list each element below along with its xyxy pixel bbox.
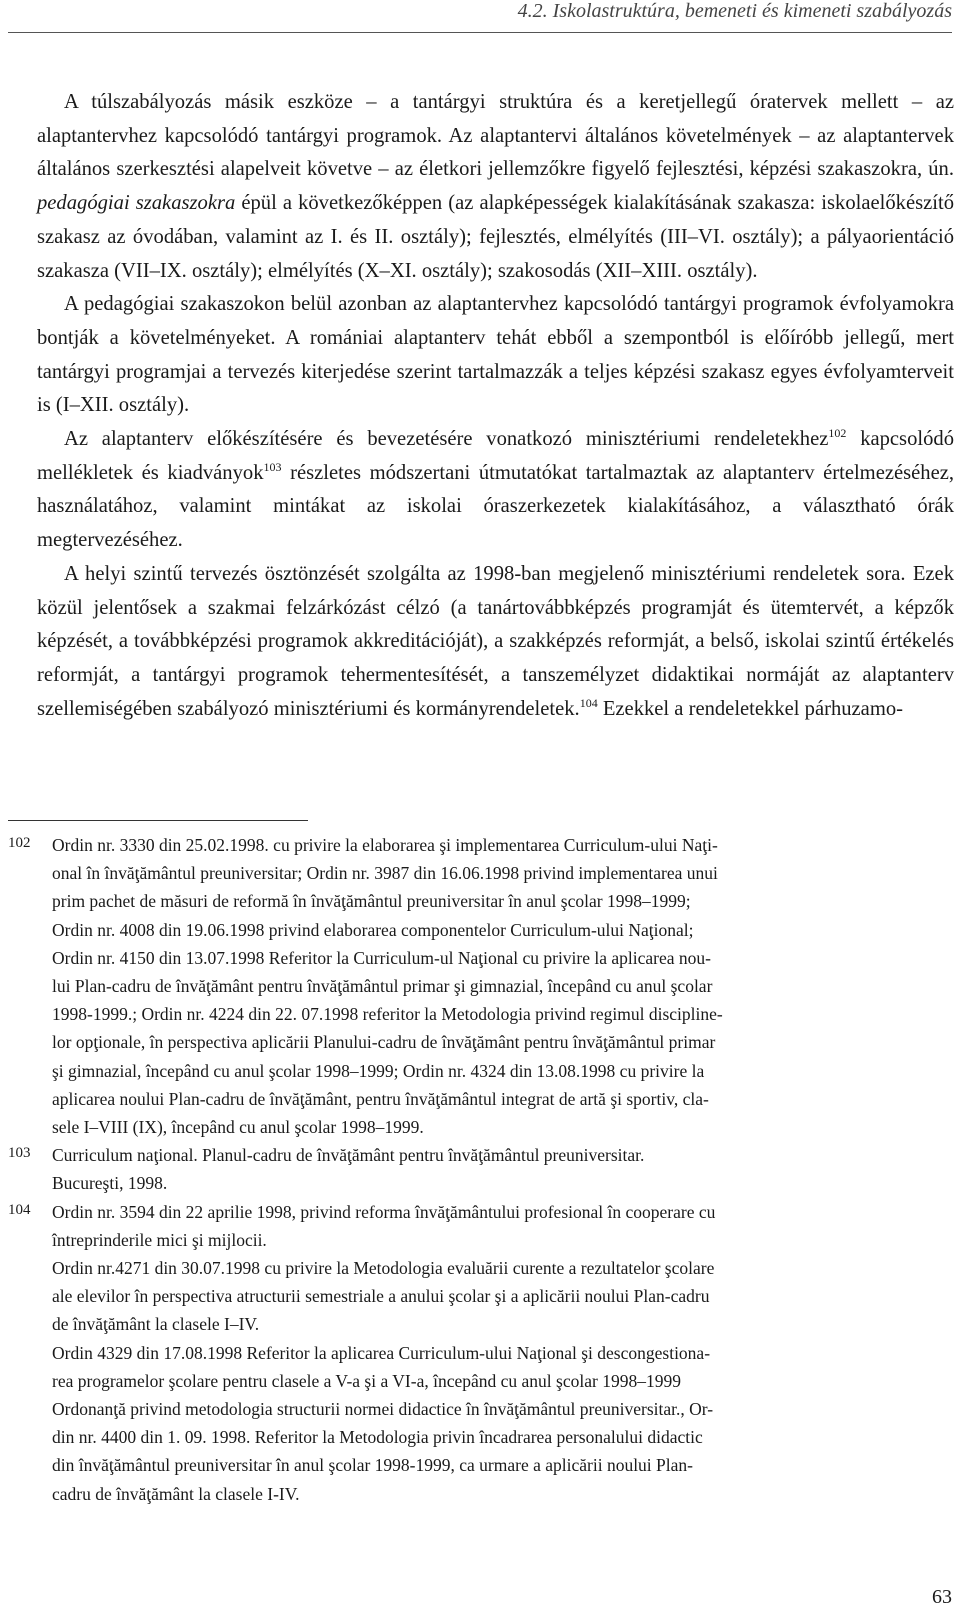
footnotes bbox=[8, 831, 954, 1508]
paragraph-4 bbox=[37, 558, 954, 727]
footnote-line: lor opţionale, în perspectiva aplicării Planului-cadru de învăţământ pentru învăţământul primar bbox=[52, 1032, 716, 1053]
footnote-separator bbox=[8, 820, 308, 821]
header-rule bbox=[8, 32, 952, 33]
footnote-number: 103 bbox=[8, 1145, 31, 1162]
footnote-number: 102 bbox=[8, 835, 31, 851]
paragraph-1-text-a: A túlszabályozás másik eszköze – a tantárgyi struktúra és a keretjellegű óratervek mellett – az alaptantervhez kapcsolódó tantárgyi programok. Az alaptantervi általános követelmények – az alaptantervek általános szerkesztési alapelveit követve – az életkori jellemzőkre figyelő fejlesztési, képzési szakaszokra, ún. bbox=[37, 91, 954, 181]
paragraph-1 bbox=[37, 86, 954, 288]
footnote-line: Curriculum naţional. Planul-cadru de învăţământ pentru învăţământul preuniversitar. bbox=[52, 1145, 645, 1166]
footnote-ref-102[interactable]: 102 bbox=[828, 426, 847, 441]
footnote-line: de învăţământ la clasele I–IV. bbox=[52, 1314, 260, 1335]
footnote-line: Bucureşti, 1998. bbox=[52, 1173, 168, 1194]
paragraph-1-text-b: épül a következőképpen (az alapképességek kialakításának szakasza: iskolaelőkészítő szakasz az óvodában, valamint az I. és II. osztály); fejlesztés, elmélyítés (III–VI. osztály); a pályaorientáció szakasza (VII–IX. osztály); elmélyítés (X–XI. osztály); szakosodás (XII–XIII. osztály). bbox=[37, 192, 954, 282]
footnote-line: ale elevilor în perspectiva atructurii semestriale a anului şcolar şi a aplicării noului Plan-cadru bbox=[52, 1286, 710, 1307]
footnote-line: Ordin nr. 3330 din 25.02.1998. cu privire la elaborarea şi implementarea Curriculum-ului Naţi- bbox=[52, 835, 718, 855]
footnote-ref-104[interactable]: 104 bbox=[579, 695, 598, 710]
footnote-line: rea programelor şcolare pentru clasele a V-a şi a VI-a, începând cu anul şcolar 1998–1999 bbox=[52, 1370, 681, 1391]
footnote-102 bbox=[8, 831, 954, 1141]
footnote-ref-103[interactable]: 103 bbox=[263, 459, 282, 474]
footnote-103 bbox=[8, 1141, 954, 1197]
footnote-line: şi gimnazial, începând cu anul şcolar 1998–1999; Ordin nr. 4324 din 13.08.1998 cu privire la bbox=[52, 1060, 705, 1081]
footnote-line: Ordin nr. 4150 din 13.07.1998 Referitor la Curriculum-ul Naţional cu privire la aplicarea nou- bbox=[52, 947, 711, 968]
footnote-line: Ordin nr. 4008 din 19.06.1998 privind elaborarea componentelor Curriculum-ului Naţional; bbox=[52, 919, 694, 940]
paragraph-3-text-b: kapcsolódó mellékletek és kiadványok bbox=[37, 428, 954, 484]
footnote-line: din învăţământul preuniversitar în anul şcolar 1998-1999, ca urmare a aplicării noului Plan- bbox=[52, 1455, 693, 1476]
footnote-line: prim pachet de măsuri de reformă în învăţământul preuniversitar în anul şcolar 1998–1999; bbox=[52, 891, 691, 912]
footnote-104 bbox=[8, 1198, 954, 1508]
footnote-line: din nr. 4400 din 1. 09. 1998. Referitor la Metodologia privin încadrarea personalului didactic bbox=[52, 1427, 703, 1448]
body-text bbox=[37, 86, 954, 726]
footnote-line: lui Plan-cadru de învăţământ pentru învăţământul primar şi gimnazial, începând cu anul şcolar bbox=[52, 976, 713, 997]
footnote-line: Ordin nr.4271 din 30.07.1998 cu privire la Metodologia evaluării curente a rezultatelor şcolare bbox=[52, 1258, 715, 1279]
paragraph-3-text-c: részletes módszertani útmutatókat tartalmaztak az alaptanterv értelmezéséhez, használatához, valamint mintákat az iskolai óraszerkezetek kialakításához, a választható órák megtervezéséhez. bbox=[37, 461, 955, 552]
page-number: 63 bbox=[932, 1586, 952, 1608]
footnote-line: cadru de învăţământ la clasele I-IV. bbox=[52, 1483, 300, 1504]
footnote-number: 104 bbox=[8, 1201, 31, 1218]
paragraph-4-text-a: A helyi szintű tervezés ösztönzését szolgálta az 1998-ban megjelenő minisztériumi rendeletek sora. Ezek közül jelentősek a szakmai felzárkózást célzó (a tanártovábbképzés programját és ütemtervét, a képzők képzését, a továbbképzési programok akkreditációját), a szakképzés reformját, a belső, iskolai szintű értékelés reformját, a tantárgyi programok tehermentesítését, a tanszemélyzet didaktikai normáját az alaptanterv szellemiségében szabályozó minisztériumi és kormányrendeletek. bbox=[37, 562, 954, 720]
paragraph-2: A pedagógiai szakaszokon belül azonban az alaptantervhez kapcsolódó tantárgyi programok évfolyamokra bontják a követelményeket. A romániai alaptanterv tehát ebből a szempontból is előíróbb jellegű, mert tantárgyi programjai a tervezés kiterjedése szerint tartalmazzák a teljes képzési szakasz egyes évfolyamterveit is (I–XII. osztály). bbox=[37, 293, 954, 417]
paragraph-1-emphasis: pedagógiai szakaszokra bbox=[37, 192, 236, 215]
paragraph-3 bbox=[37, 423, 954, 558]
footnote-line: aplicarea noului Plan-cadru de învăţământ, pentru învăţământul integrat de artă şi sportiv, cla- bbox=[52, 1088, 709, 1109]
footnote-line: onal în învăţământul preuniversitar; Ordin nr. 3987 din 16.06.1998 privind implementarea unui bbox=[52, 863, 718, 884]
paragraph-4-text-b: Ezekkel a rendeletekkel párhuzamo- bbox=[597, 697, 903, 720]
footnote-line: Ordin 4329 din 17.08.1998 Referitor la aplicarea Curriculum-ului Naţional şi descongestiona- bbox=[52, 1342, 711, 1363]
running-header bbox=[0, 0, 960, 40]
paragraph-3-text-a: Az alaptanterv előkészítésére és bevezetésére vonatkozó minisztériumi rendeletekhez bbox=[64, 428, 829, 451]
footnote-line: 1998-1999.; Ordin nr. 4224 din 22. 07.1998 referitor la Metodologia privind regimul discipline- bbox=[52, 1004, 723, 1025]
footnote-line: întreprinderile mici şi mijlocii. bbox=[52, 1229, 267, 1250]
running-header-title: 4.2. Iskolastruktúra, bemeneti és kimeneti szabályozás bbox=[517, 0, 952, 22]
footnote-line: Ordin nr. 3594 din 22 aprilie 1998, privind reforma învăţământului profesional în cooperare cu bbox=[52, 1201, 716, 1222]
footnote-line: sele I–VIII (IX), începând cu anul şcolar 1998–1999. bbox=[52, 1117, 424, 1138]
footnote-line: Ordonanţă privind metodologia structurii normei didactice în învăţământul preuniversitar., Or- bbox=[52, 1399, 714, 1420]
